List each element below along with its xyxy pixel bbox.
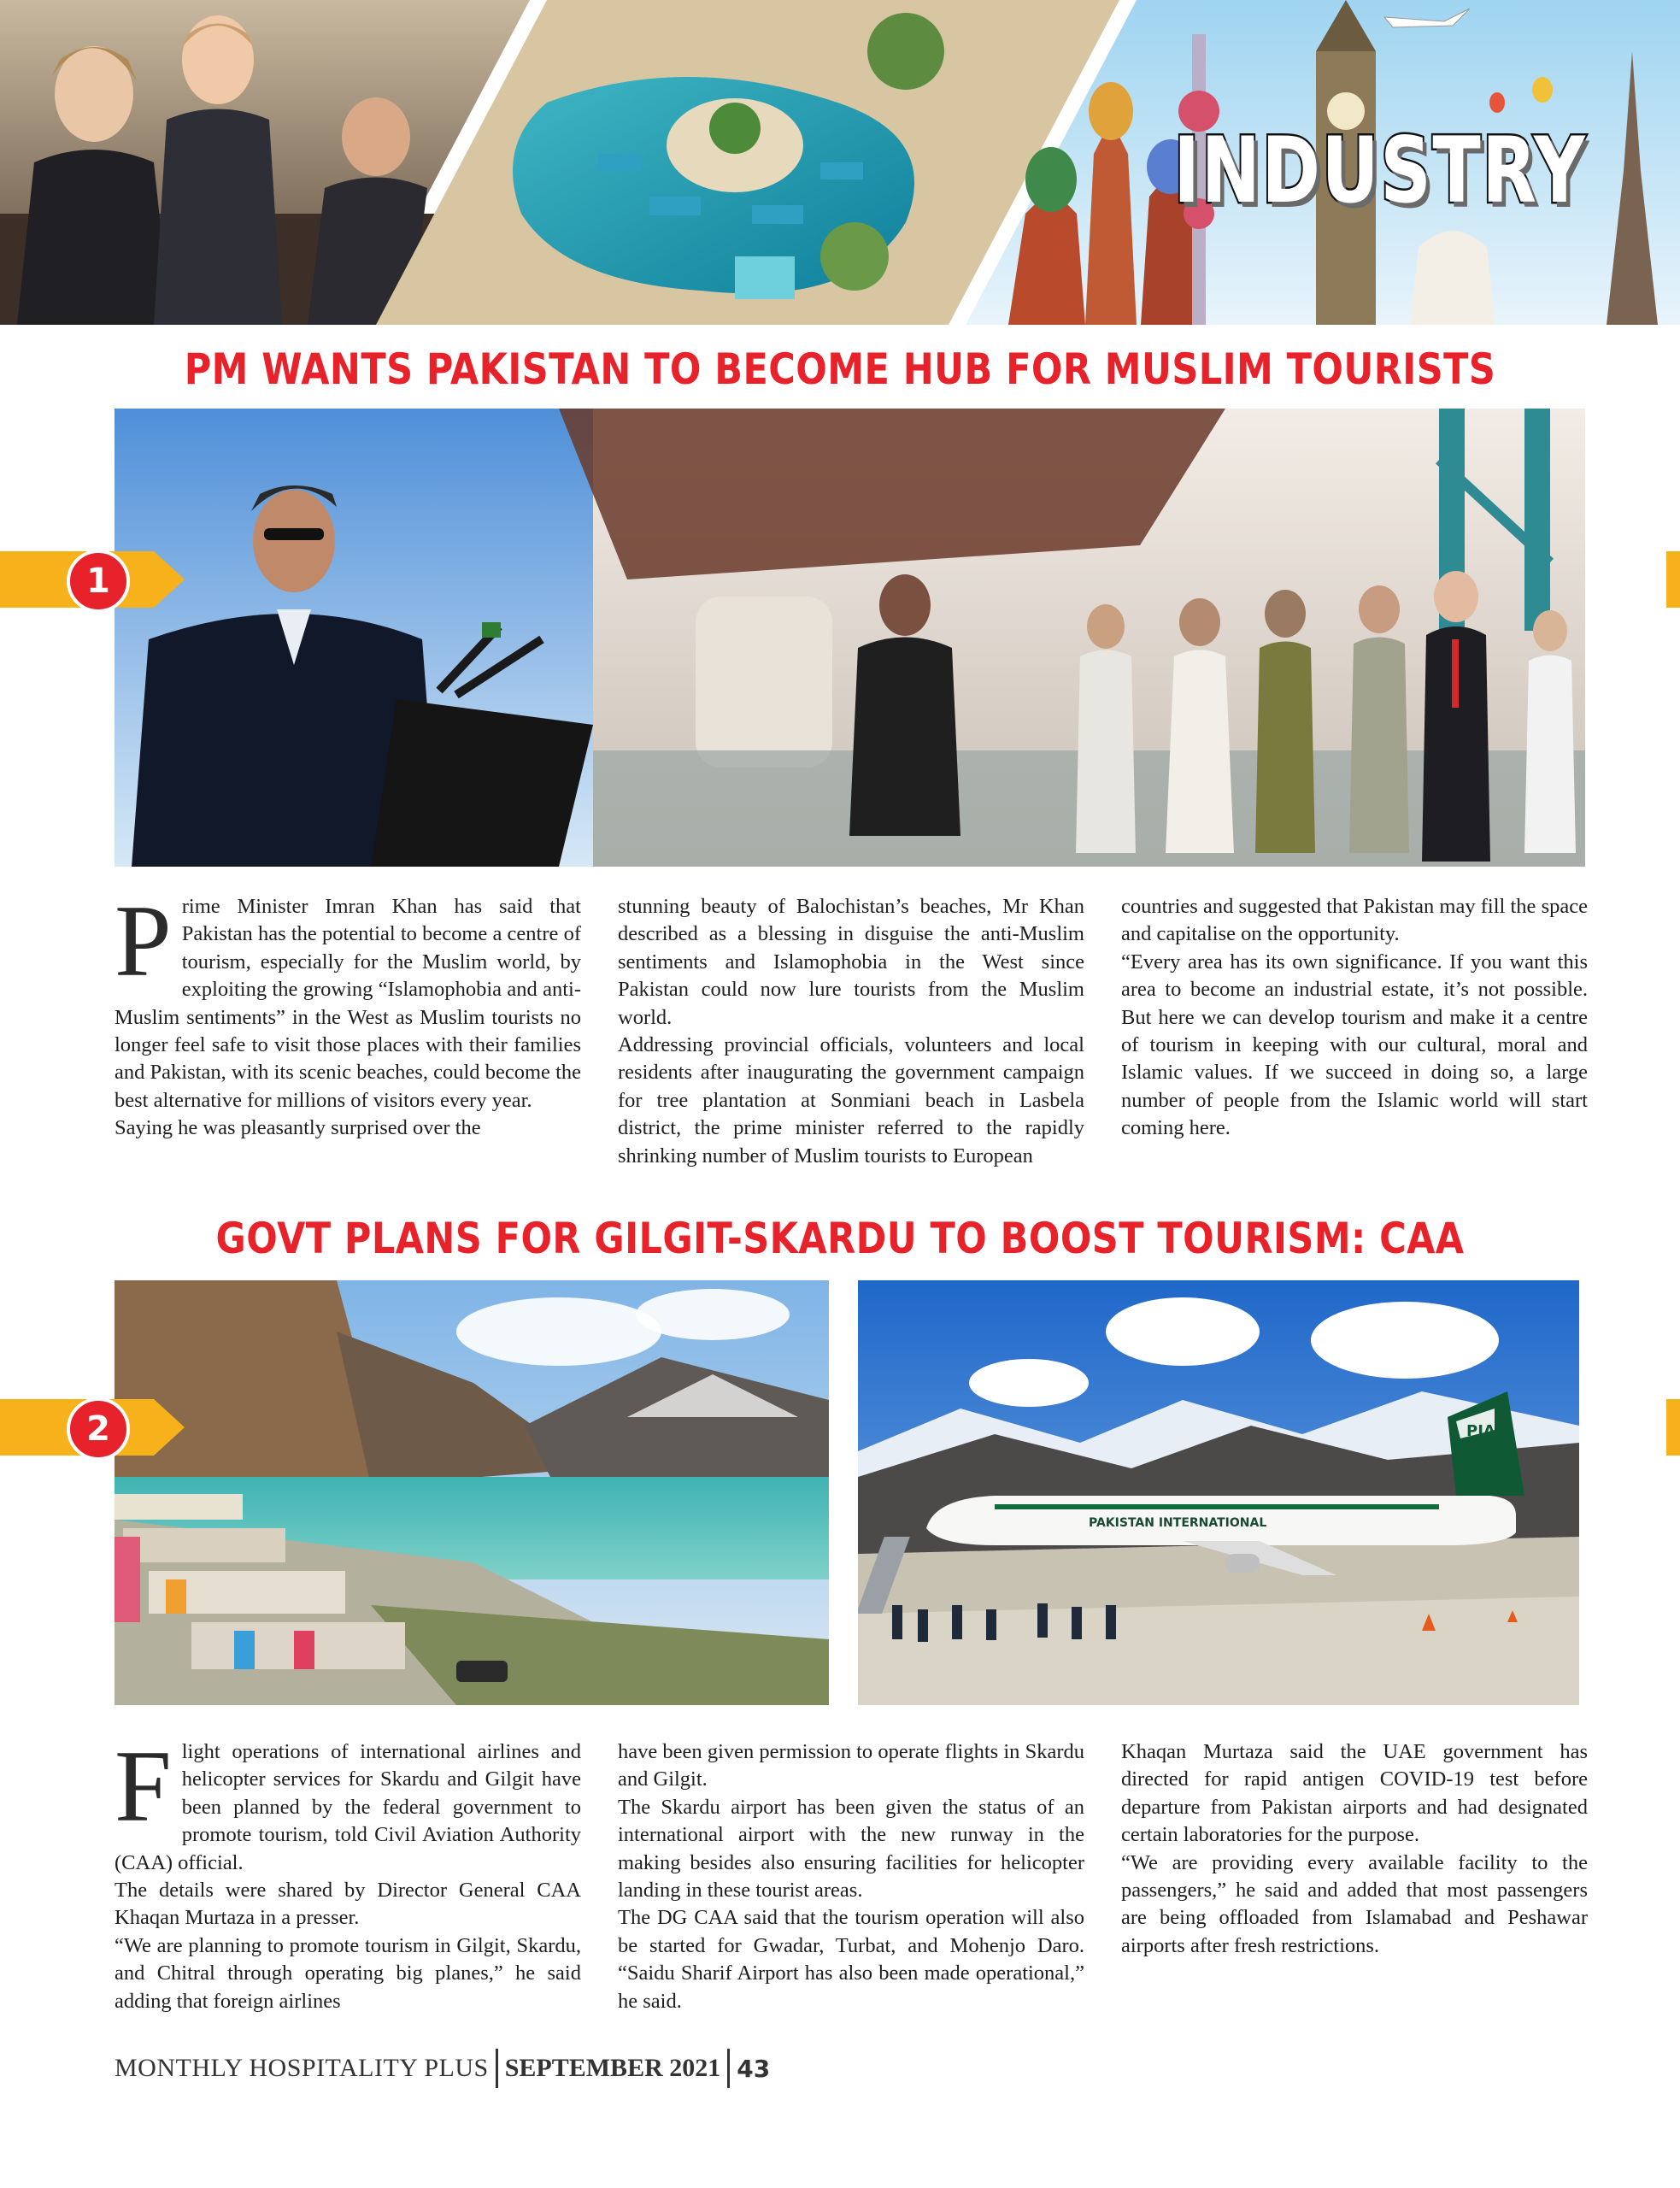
article-2-column-2 — [618, 1738, 1084, 2015]
footer-divider — [496, 2049, 498, 2088]
article-2-col1-para-3: “We are planning to promote tourism in Gilgit, Skardu, and Chitral through operating big planes,” he said adding that foreign airlines — [115, 1933, 581, 2013]
header-banner — [0, 0, 1680, 325]
article-2-marker — [0, 1399, 184, 1456]
publication-name: MONTHLY HOSPITALITY PLUS — [115, 2054, 489, 2082]
section-title: INDUSTRY — [1172, 118, 1586, 223]
page-number: 43 — [737, 2054, 771, 2083]
article-2-col2-para-3: The DG CAA said that the tourism operation will also be started for Gwadar, Turbat, and Mohenjo Daro. “Saidu Sharif Airport has also been made operational,” he said. — [618, 1906, 1084, 2013]
article-2-col1-para-1: light operations of international airlines and helicopter services for Skardu and Gilgit have been planned by the federal government to promote tourism, told Civil Aviation Authority (CAA) official. — [115, 1740, 581, 1874]
article-2-number: 2 — [67, 1397, 130, 1461]
article-1-col3-para-2: “Every area has its own significance. If you want this area to become an industrial estate, it’s not possible. But here we can develop tourism and make it a centre of tourism in keeping with our cultural, moral and Islamic values. If we succeed in doing so, a large number of people from the Islamic world will start coming here. — [1121, 950, 1588, 1140]
article-2-col1-para-2: The details were shared by Director General CAA Khaqan Murtaza in a presser. — [115, 1879, 581, 1930]
page-footer — [115, 2043, 770, 2094]
article-1-col1-para-2: Saying he was pleasantly surprised over the — [115, 1116, 481, 1140]
aircraft-tail-logo: PIA — [1466, 1422, 1495, 1440]
article-1-headline: PM WANTS PAKISTAN TO BECOME HUB FOR MUSLIM TOURISTS — [184, 344, 1496, 394]
article-2-headline: GOVT PLANS FOR GILGIT-SKARDU TO BOOST TOURISM: CAA — [215, 1214, 1465, 1263]
article-2-column-1 — [115, 1729, 581, 2015]
article-1-col2-para-1: stunning beauty of Balochistan’s beaches, Mr Khan described as a blessing in disguise the anti-Muslim sentiments and Islamophobia in the West since Pakistan could now lure tourists from the Muslim world. — [618, 895, 1084, 1029]
article-1-col3-para-1: countries and suggested that Pakistan may fill the space and capitalise on the opportunity. — [1121, 895, 1588, 946]
article-2-edge-tab — [1666, 1399, 1680, 1456]
article-2-dropcap: F — [115, 1729, 172, 1843]
aircraft-livery-text: PAKISTAN INTERNATIONAL — [1089, 1516, 1267, 1530]
article-1-column-2 — [618, 893, 1084, 1170]
article-2-col2-para-2: The Skardu airport has been given the status of an international airport with the new runway in the making besides also ensuring facilities for helicopter landing in these tourist areas. — [618, 1795, 1084, 1903]
article-1-dropcap: P — [115, 884, 172, 997]
footer-divider-2 — [727, 2049, 730, 2088]
article-2-column-3 — [1121, 1738, 1588, 1960]
article-1-photo — [115, 409, 1585, 867]
article-1-number: 1 — [67, 550, 130, 613]
issue-date: SEPTEMBER 2021 — [504, 2054, 721, 2082]
article-1-col1-para-1: rime Minister Imran Khan has said that Pakistan has the potential to become a centre of tourism, especially for the Muslim world, by exploiting the growing “Islamophobia and anti-Muslim sentiments” in the West as Muslim tourists no longer feel safe to visit those places with their families and Pakistan, with its scenic beaches, could become the best alternative for millions of visitors every year. — [115, 895, 581, 1112]
article-1-edge-tab — [1666, 551, 1680, 608]
article-1-marker — [0, 551, 184, 608]
article-1-column-1 — [115, 884, 581, 1143]
article-2-lake-photo — [115, 1280, 829, 1705]
article-2-col3-para-2: “We are providing every available facility to the passengers,” he said and added that most passengers are being offloaded from Islamabad and Peshawar airports after fresh restrictions. — [1121, 1850, 1588, 1957]
article-1-column-3 — [1121, 893, 1588, 1143]
article-2-airport-photo — [858, 1280, 1579, 1705]
article-2-col3-para-1: Khaqan Murtaza said the UAE government has directed for rapid antigen COVID-19 test before departure from Pakistan airports and had designated certain laboratories for the purpose. — [1121, 1740, 1588, 1847]
article-1-col2-para-2: Addressing provincial officials, volunteers and local residents after inaugurating the government campaign for tree plantation at Sonmiani beach in Lasbela district, the prime minister referred to the rapidly shrinking number of Muslim tourists to European — [618, 1033, 1084, 1168]
article-2-col2-para-1: have been given permission to operate flights in Skardu and Gilgit. — [618, 1740, 1084, 1791]
